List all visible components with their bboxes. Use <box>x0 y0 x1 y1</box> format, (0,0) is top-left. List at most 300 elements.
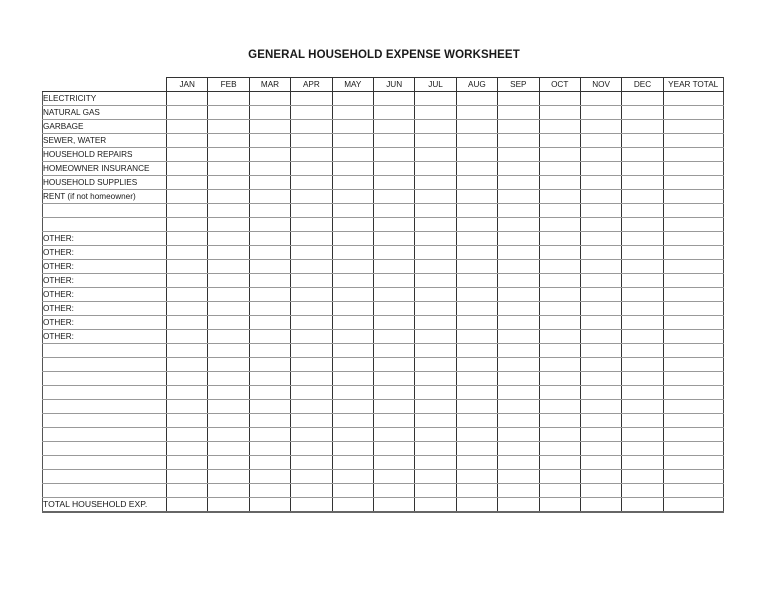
entry-cell-aug[interactable] <box>456 218 497 232</box>
entry-cell-may[interactable] <box>332 372 373 386</box>
entry-cell-dec[interactable] <box>622 302 663 316</box>
entry-cell-aug[interactable] <box>456 190 497 204</box>
entry-cell-feb[interactable] <box>208 162 249 176</box>
entry-cell-feb[interactable] <box>208 442 249 456</box>
entry-cell-sep[interactable] <box>498 344 539 358</box>
entry-cell-jul[interactable] <box>415 316 456 330</box>
entry-cell-mar[interactable] <box>249 358 290 372</box>
entry-cell-may[interactable] <box>332 106 373 120</box>
entry-cell-jun[interactable] <box>373 106 414 120</box>
entry-cell-nov[interactable] <box>580 358 621 372</box>
entry-cell-jul[interactable] <box>415 456 456 470</box>
entry-cell-jan[interactable] <box>167 204 208 218</box>
entry-cell-dec[interactable] <box>622 134 663 148</box>
entry-cell-dec[interactable] <box>622 232 663 246</box>
entry-cell-oct[interactable] <box>539 246 580 260</box>
entry-cell-jul[interactable] <box>415 120 456 134</box>
entry-cell-may[interactable] <box>332 190 373 204</box>
entry-cell-jul[interactable] <box>415 358 456 372</box>
entry-cell-jun[interactable] <box>373 288 414 302</box>
entry-cell-nov[interactable] <box>580 498 621 513</box>
entry-cell-mar[interactable] <box>249 190 290 204</box>
entry-cell-may[interactable] <box>332 498 373 513</box>
entry-cell-dec[interactable] <box>622 400 663 414</box>
entry-cell-may[interactable] <box>332 428 373 442</box>
entry-cell-sep[interactable] <box>498 400 539 414</box>
entry-cell-jun[interactable] <box>373 274 414 288</box>
entry-cell-oct[interactable] <box>539 120 580 134</box>
entry-cell-year-total[interactable] <box>663 232 723 246</box>
entry-cell-oct[interactable] <box>539 470 580 484</box>
entry-cell-apr[interactable] <box>291 414 332 428</box>
entry-cell-may[interactable] <box>332 470 373 484</box>
entry-cell-may[interactable] <box>332 344 373 358</box>
entry-cell-sep[interactable] <box>498 414 539 428</box>
entry-cell-aug[interactable] <box>456 106 497 120</box>
entry-cell-nov[interactable] <box>580 106 621 120</box>
entry-cell-sep[interactable] <box>498 274 539 288</box>
entry-cell-nov[interactable] <box>580 134 621 148</box>
entry-cell-jun[interactable] <box>373 400 414 414</box>
entry-cell-year-total[interactable] <box>663 358 723 372</box>
entry-cell-may[interactable] <box>332 456 373 470</box>
entry-cell-sep[interactable] <box>498 92 539 106</box>
entry-cell-year-total[interactable] <box>663 204 723 218</box>
entry-cell-year-total[interactable] <box>663 414 723 428</box>
entry-cell-feb[interactable] <box>208 316 249 330</box>
entry-cell-oct[interactable] <box>539 134 580 148</box>
entry-cell-dec[interactable] <box>622 162 663 176</box>
entry-cell-mar[interactable] <box>249 232 290 246</box>
entry-cell-jun[interactable] <box>373 372 414 386</box>
entry-cell-apr[interactable] <box>291 344 332 358</box>
entry-cell-jan[interactable] <box>167 218 208 232</box>
entry-cell-mar[interactable] <box>249 414 290 428</box>
entry-cell-sep[interactable] <box>498 484 539 498</box>
entry-cell-feb[interactable] <box>208 302 249 316</box>
entry-cell-jan[interactable] <box>167 358 208 372</box>
entry-cell-year-total[interactable] <box>663 92 723 106</box>
entry-cell-jun[interactable] <box>373 344 414 358</box>
entry-cell-jun[interactable] <box>373 358 414 372</box>
entry-cell-jul[interactable] <box>415 260 456 274</box>
entry-cell-feb[interactable] <box>208 274 249 288</box>
entry-cell-oct[interactable] <box>539 176 580 190</box>
entry-cell-mar[interactable] <box>249 120 290 134</box>
entry-cell-year-total[interactable] <box>663 386 723 400</box>
entry-cell-feb[interactable] <box>208 456 249 470</box>
entry-cell-apr[interactable] <box>291 428 332 442</box>
entry-cell-year-total[interactable] <box>663 344 723 358</box>
entry-cell-nov[interactable] <box>580 162 621 176</box>
entry-cell-feb[interactable] <box>208 190 249 204</box>
entry-cell-apr[interactable] <box>291 302 332 316</box>
entry-cell-jun[interactable] <box>373 414 414 428</box>
entry-cell-mar[interactable] <box>249 162 290 176</box>
entry-cell-may[interactable] <box>332 218 373 232</box>
entry-cell-may[interactable] <box>332 232 373 246</box>
entry-cell-may[interactable] <box>332 316 373 330</box>
entry-cell-nov[interactable] <box>580 484 621 498</box>
entry-cell-jul[interactable] <box>415 470 456 484</box>
entry-cell-jul[interactable] <box>415 372 456 386</box>
entry-cell-may[interactable] <box>332 204 373 218</box>
entry-cell-nov[interactable] <box>580 442 621 456</box>
entry-cell-feb[interactable] <box>208 106 249 120</box>
entry-cell-jul[interactable] <box>415 232 456 246</box>
entry-cell-nov[interactable] <box>580 428 621 442</box>
entry-cell-may[interactable] <box>332 484 373 498</box>
entry-cell-jun[interactable] <box>373 484 414 498</box>
entry-cell-nov[interactable] <box>580 386 621 400</box>
entry-cell-sep[interactable] <box>498 442 539 456</box>
entry-cell-nov[interactable] <box>580 204 621 218</box>
entry-cell-dec[interactable] <box>622 288 663 302</box>
entry-cell-dec[interactable] <box>622 428 663 442</box>
entry-cell-aug[interactable] <box>456 316 497 330</box>
entry-cell-jan[interactable] <box>167 232 208 246</box>
entry-cell-jun[interactable] <box>373 260 414 274</box>
entry-cell-jul[interactable] <box>415 442 456 456</box>
entry-cell-may[interactable] <box>332 330 373 344</box>
entry-cell-aug[interactable] <box>456 134 497 148</box>
entry-cell-aug[interactable] <box>456 162 497 176</box>
entry-cell-oct[interactable] <box>539 288 580 302</box>
entry-cell-nov[interactable] <box>580 316 621 330</box>
entry-cell-jul[interactable] <box>415 302 456 316</box>
entry-cell-aug[interactable] <box>456 470 497 484</box>
entry-cell-apr[interactable] <box>291 288 332 302</box>
entry-cell-mar[interactable] <box>249 372 290 386</box>
entry-cell-apr[interactable] <box>291 358 332 372</box>
entry-cell-jan[interactable] <box>167 442 208 456</box>
entry-cell-aug[interactable] <box>456 344 497 358</box>
entry-cell-dec[interactable] <box>622 386 663 400</box>
entry-cell-jul[interactable] <box>415 484 456 498</box>
entry-cell-jan[interactable] <box>167 456 208 470</box>
entry-cell-nov[interactable] <box>580 148 621 162</box>
entry-cell-apr[interactable] <box>291 470 332 484</box>
entry-cell-jun[interactable] <box>373 470 414 484</box>
entry-cell-oct[interactable] <box>539 344 580 358</box>
entry-cell-feb[interactable] <box>208 400 249 414</box>
entry-cell-feb[interactable] <box>208 358 249 372</box>
entry-cell-year-total[interactable] <box>663 288 723 302</box>
entry-cell-dec[interactable] <box>622 358 663 372</box>
entry-cell-aug[interactable] <box>456 386 497 400</box>
entry-cell-oct[interactable] <box>539 148 580 162</box>
entry-cell-dec[interactable] <box>622 218 663 232</box>
entry-cell-jan[interactable] <box>167 470 208 484</box>
entry-cell-aug[interactable] <box>456 498 497 513</box>
entry-cell-nov[interactable] <box>580 414 621 428</box>
entry-cell-aug[interactable] <box>456 176 497 190</box>
entry-cell-apr[interactable] <box>291 316 332 330</box>
entry-cell-jan[interactable] <box>167 428 208 442</box>
entry-cell-jun[interactable] <box>373 218 414 232</box>
entry-cell-oct[interactable] <box>539 400 580 414</box>
entry-cell-aug[interactable] <box>456 260 497 274</box>
entry-cell-feb[interactable] <box>208 484 249 498</box>
entry-cell-jul[interactable] <box>415 106 456 120</box>
entry-cell-dec[interactable] <box>622 330 663 344</box>
entry-cell-aug[interactable] <box>456 302 497 316</box>
entry-cell-nov[interactable] <box>580 232 621 246</box>
entry-cell-oct[interactable] <box>539 498 580 513</box>
entry-cell-sep[interactable] <box>498 162 539 176</box>
entry-cell-sep[interactable] <box>498 498 539 513</box>
entry-cell-aug[interactable] <box>456 372 497 386</box>
entry-cell-dec[interactable] <box>622 470 663 484</box>
entry-cell-jul[interactable] <box>415 190 456 204</box>
entry-cell-sep[interactable] <box>498 148 539 162</box>
entry-cell-jun[interactable] <box>373 498 414 513</box>
entry-cell-feb[interactable] <box>208 148 249 162</box>
entry-cell-mar[interactable] <box>249 470 290 484</box>
entry-cell-may[interactable] <box>332 120 373 134</box>
entry-cell-sep[interactable] <box>498 190 539 204</box>
entry-cell-aug[interactable] <box>456 456 497 470</box>
entry-cell-mar[interactable] <box>249 204 290 218</box>
entry-cell-dec[interactable] <box>622 414 663 428</box>
entry-cell-sep[interactable] <box>498 176 539 190</box>
entry-cell-jan[interactable] <box>167 330 208 344</box>
entry-cell-aug[interactable] <box>456 232 497 246</box>
entry-cell-feb[interactable] <box>208 428 249 442</box>
entry-cell-jun[interactable] <box>373 176 414 190</box>
entry-cell-mar[interactable] <box>249 246 290 260</box>
entry-cell-aug[interactable] <box>456 120 497 134</box>
entry-cell-sep[interactable] <box>498 134 539 148</box>
entry-cell-dec[interactable] <box>622 204 663 218</box>
entry-cell-nov[interactable] <box>580 400 621 414</box>
entry-cell-jan[interactable] <box>167 190 208 204</box>
entry-cell-aug[interactable] <box>456 400 497 414</box>
entry-cell-apr[interactable] <box>291 386 332 400</box>
entry-cell-year-total[interactable] <box>663 176 723 190</box>
entry-cell-jul[interactable] <box>415 400 456 414</box>
entry-cell-nov[interactable] <box>580 190 621 204</box>
entry-cell-jun[interactable] <box>373 190 414 204</box>
entry-cell-oct[interactable] <box>539 232 580 246</box>
entry-cell-nov[interactable] <box>580 456 621 470</box>
entry-cell-feb[interactable] <box>208 260 249 274</box>
entry-cell-aug[interactable] <box>456 358 497 372</box>
entry-cell-sep[interactable] <box>498 470 539 484</box>
entry-cell-nov[interactable] <box>580 260 621 274</box>
entry-cell-may[interactable] <box>332 162 373 176</box>
entry-cell-nov[interactable] <box>580 176 621 190</box>
entry-cell-may[interactable] <box>332 148 373 162</box>
entry-cell-aug[interactable] <box>456 428 497 442</box>
entry-cell-jun[interactable] <box>373 330 414 344</box>
entry-cell-jun[interactable] <box>373 120 414 134</box>
entry-cell-nov[interactable] <box>580 246 621 260</box>
entry-cell-sep[interactable] <box>498 302 539 316</box>
entry-cell-aug[interactable] <box>456 274 497 288</box>
entry-cell-dec[interactable] <box>622 498 663 513</box>
entry-cell-dec[interactable] <box>622 106 663 120</box>
entry-cell-feb[interactable] <box>208 372 249 386</box>
entry-cell-jan[interactable] <box>167 302 208 316</box>
entry-cell-mar[interactable] <box>249 400 290 414</box>
entry-cell-jul[interactable] <box>415 344 456 358</box>
entry-cell-year-total[interactable] <box>663 106 723 120</box>
entry-cell-oct[interactable] <box>539 442 580 456</box>
entry-cell-oct[interactable] <box>539 190 580 204</box>
entry-cell-jun[interactable] <box>373 134 414 148</box>
entry-cell-year-total[interactable] <box>663 218 723 232</box>
entry-cell-year-total[interactable] <box>663 470 723 484</box>
entry-cell-mar[interactable] <box>249 176 290 190</box>
entry-cell-mar[interactable] <box>249 260 290 274</box>
entry-cell-jun[interactable] <box>373 428 414 442</box>
entry-cell-year-total[interactable] <box>663 316 723 330</box>
entry-cell-aug[interactable] <box>456 246 497 260</box>
entry-cell-mar[interactable] <box>249 218 290 232</box>
entry-cell-sep[interactable] <box>498 316 539 330</box>
entry-cell-jun[interactable] <box>373 148 414 162</box>
entry-cell-mar[interactable] <box>249 92 290 106</box>
entry-cell-apr[interactable] <box>291 232 332 246</box>
entry-cell-apr[interactable] <box>291 148 332 162</box>
entry-cell-mar[interactable] <box>249 106 290 120</box>
entry-cell-sep[interactable] <box>498 330 539 344</box>
entry-cell-sep[interactable] <box>498 218 539 232</box>
entry-cell-mar[interactable] <box>249 274 290 288</box>
entry-cell-apr[interactable] <box>291 92 332 106</box>
entry-cell-jul[interactable] <box>415 428 456 442</box>
entry-cell-feb[interactable] <box>208 120 249 134</box>
entry-cell-apr[interactable] <box>291 484 332 498</box>
entry-cell-sep[interactable] <box>498 246 539 260</box>
entry-cell-apr[interactable] <box>291 162 332 176</box>
entry-cell-may[interactable] <box>332 414 373 428</box>
entry-cell-dec[interactable] <box>622 120 663 134</box>
entry-cell-year-total[interactable] <box>663 162 723 176</box>
entry-cell-jul[interactable] <box>415 204 456 218</box>
entry-cell-aug[interactable] <box>456 442 497 456</box>
entry-cell-may[interactable] <box>332 134 373 148</box>
entry-cell-oct[interactable] <box>539 204 580 218</box>
entry-cell-mar[interactable] <box>249 330 290 344</box>
entry-cell-feb[interactable] <box>208 176 249 190</box>
entry-cell-may[interactable] <box>332 92 373 106</box>
entry-cell-oct[interactable] <box>539 414 580 428</box>
entry-cell-oct[interactable] <box>539 260 580 274</box>
entry-cell-jul[interactable] <box>415 218 456 232</box>
entry-cell-feb[interactable] <box>208 92 249 106</box>
entry-cell-year-total[interactable] <box>663 456 723 470</box>
entry-cell-feb[interactable] <box>208 134 249 148</box>
entry-cell-year-total[interactable] <box>663 330 723 344</box>
entry-cell-dec[interactable] <box>622 372 663 386</box>
entry-cell-feb[interactable] <box>208 470 249 484</box>
entry-cell-jul[interactable] <box>415 498 456 513</box>
entry-cell-jan[interactable] <box>167 344 208 358</box>
entry-cell-may[interactable] <box>332 274 373 288</box>
entry-cell-may[interactable] <box>332 442 373 456</box>
entry-cell-may[interactable] <box>332 176 373 190</box>
entry-cell-sep[interactable] <box>498 358 539 372</box>
entry-cell-jul[interactable] <box>415 92 456 106</box>
entry-cell-sep[interactable] <box>498 288 539 302</box>
entry-cell-year-total[interactable] <box>663 134 723 148</box>
entry-cell-jan[interactable] <box>167 106 208 120</box>
entry-cell-year-total[interactable] <box>663 120 723 134</box>
entry-cell-oct[interactable] <box>539 316 580 330</box>
entry-cell-jan[interactable] <box>167 260 208 274</box>
entry-cell-jul[interactable] <box>415 386 456 400</box>
entry-cell-oct[interactable] <box>539 330 580 344</box>
entry-cell-nov[interactable] <box>580 120 621 134</box>
entry-cell-oct[interactable] <box>539 92 580 106</box>
entry-cell-oct[interactable] <box>539 162 580 176</box>
entry-cell-feb[interactable] <box>208 386 249 400</box>
entry-cell-oct[interactable] <box>539 372 580 386</box>
entry-cell-apr[interactable] <box>291 274 332 288</box>
entry-cell-sep[interactable] <box>498 428 539 442</box>
entry-cell-aug[interactable] <box>456 330 497 344</box>
entry-cell-mar[interactable] <box>249 456 290 470</box>
entry-cell-dec[interactable] <box>622 148 663 162</box>
entry-cell-apr[interactable] <box>291 456 332 470</box>
entry-cell-jun[interactable] <box>373 246 414 260</box>
entry-cell-apr[interactable] <box>291 442 332 456</box>
entry-cell-jun[interactable] <box>373 162 414 176</box>
entry-cell-jan[interactable] <box>167 176 208 190</box>
entry-cell-jul[interactable] <box>415 414 456 428</box>
entry-cell-dec[interactable] <box>622 316 663 330</box>
entry-cell-feb[interactable] <box>208 204 249 218</box>
entry-cell-jun[interactable] <box>373 442 414 456</box>
entry-cell-apr[interactable] <box>291 260 332 274</box>
entry-cell-oct[interactable] <box>539 386 580 400</box>
entry-cell-nov[interactable] <box>580 218 621 232</box>
entry-cell-apr[interactable] <box>291 204 332 218</box>
entry-cell-jan[interactable] <box>167 498 208 513</box>
entry-cell-dec[interactable] <box>622 274 663 288</box>
entry-cell-dec[interactable] <box>622 344 663 358</box>
entry-cell-apr[interactable] <box>291 106 332 120</box>
entry-cell-year-total[interactable] <box>663 442 723 456</box>
entry-cell-nov[interactable] <box>580 302 621 316</box>
entry-cell-may[interactable] <box>332 386 373 400</box>
entry-cell-jul[interactable] <box>415 288 456 302</box>
entry-cell-may[interactable] <box>332 400 373 414</box>
entry-cell-mar[interactable] <box>249 288 290 302</box>
entry-cell-oct[interactable] <box>539 274 580 288</box>
entry-cell-dec[interactable] <box>622 456 663 470</box>
entry-cell-jul[interactable] <box>415 134 456 148</box>
entry-cell-apr[interactable] <box>291 372 332 386</box>
entry-cell-feb[interactable] <box>208 414 249 428</box>
entry-cell-nov[interactable] <box>580 274 621 288</box>
entry-cell-dec[interactable] <box>622 246 663 260</box>
entry-cell-jun[interactable] <box>373 204 414 218</box>
entry-cell-mar[interactable] <box>249 316 290 330</box>
entry-cell-nov[interactable] <box>580 92 621 106</box>
entry-cell-apr[interactable] <box>291 498 332 513</box>
entry-cell-year-total[interactable] <box>663 302 723 316</box>
entry-cell-sep[interactable] <box>498 260 539 274</box>
entry-cell-year-total[interactable] <box>663 484 723 498</box>
entry-cell-jan[interactable] <box>167 372 208 386</box>
entry-cell-feb[interactable] <box>208 288 249 302</box>
entry-cell-jan[interactable] <box>167 92 208 106</box>
entry-cell-mar[interactable] <box>249 442 290 456</box>
entry-cell-apr[interactable] <box>291 176 332 190</box>
